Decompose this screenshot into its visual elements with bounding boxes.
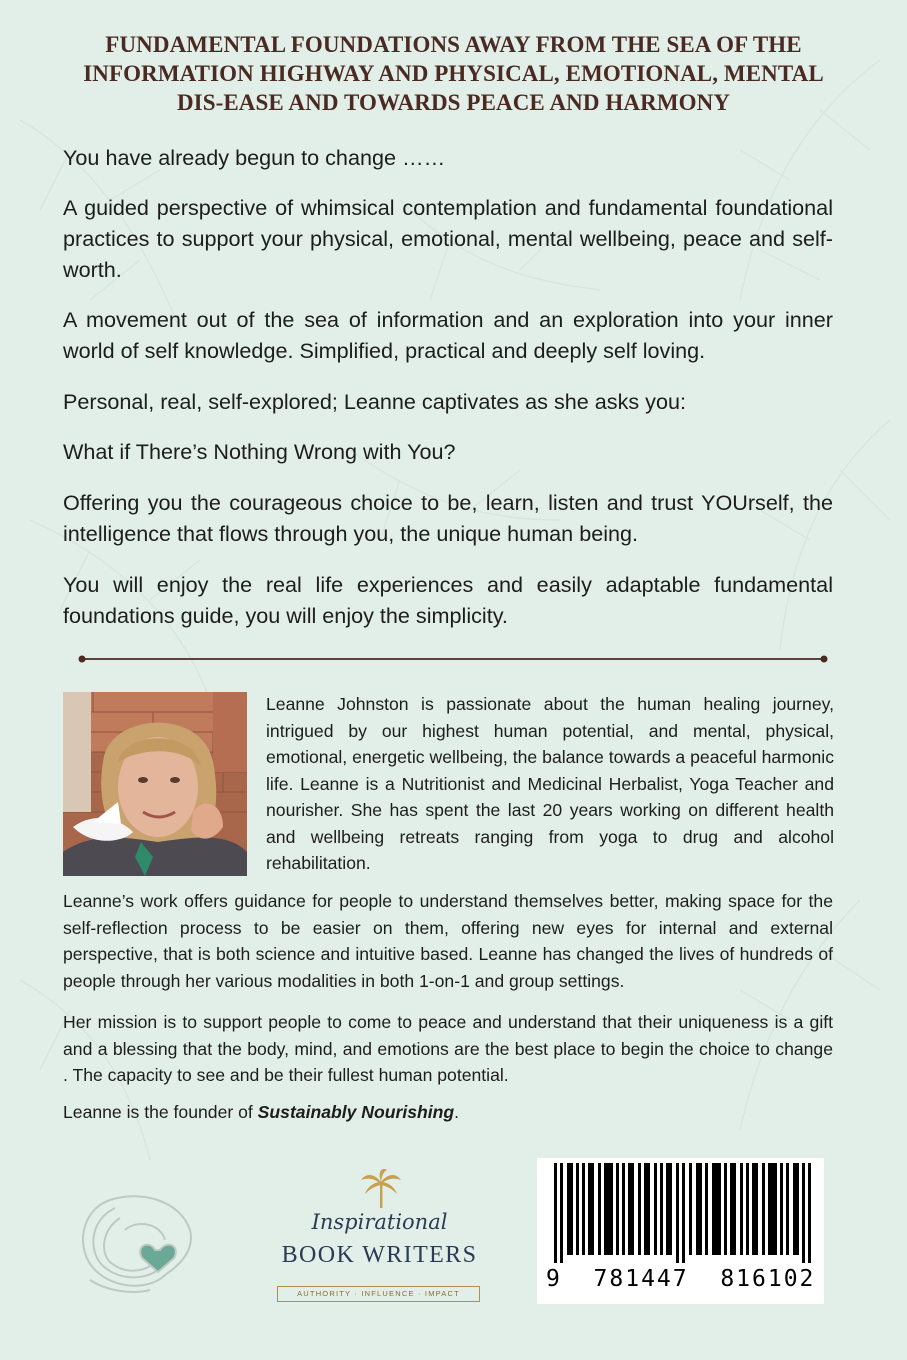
publisher-logo xyxy=(262,1168,497,1308)
founder-prefix: Leanne is the founder of xyxy=(63,1102,258,1122)
publisher-tagline: AUTHORITY · INFLUENCE · IMPACT xyxy=(277,1286,480,1302)
heading-line: DIS-EASE AND TOWARDS PEACE AND HARMONY xyxy=(176,90,731,115)
author-bio: Leanne Johnston is passionate about the human healing journey, intrigued by our highest human potential, and mental, physical, emotional, energetic wellbeing, the balance towards a peaceful harmonic life. Leanne is a Nutritionist and Medicinal Herbalist, Yoga Teacher and nourisher. She has spent the last 20 years working on different health and wellbeing retreats ranging from yoga to drug and alcohol rehabilitation. xyxy=(266,694,834,873)
barcode-bars xyxy=(546,1163,816,1263)
publisher-name: BOOK WRITERS xyxy=(281,1242,478,1268)
author-photo xyxy=(63,692,247,876)
intro-paragraph: You have already begun to change …… xyxy=(63,145,446,170)
description-paragraph: Personal, real, self-explored; Leanne captivates as she asks you: xyxy=(63,389,686,414)
heading-line: FUNDAMENTAL FOUNDATIONS AWAY FROM THE SEA OF THE xyxy=(105,32,802,57)
heading-line: INFORMATION HIGHWAY AND PHYSICAL, EMOTIONAL, MENTAL xyxy=(83,61,824,86)
description-paragraph: A movement out of the sea of information and an exploration into your inner world of self knowledge. Simplified, practical and deeply self loving. xyxy=(63,307,833,363)
section-divider xyxy=(78,653,828,665)
brand-name: Sustainably Nourishing xyxy=(257,1102,455,1122)
palm-tree-icon xyxy=(359,1168,403,1210)
description-paragraph: A guided perspective of whimsical contemplation and fundamental foundational practices to support your physical, emotional, mental wellbeing, peace and self-worth. xyxy=(63,195,833,282)
cover-heading xyxy=(50,30,857,117)
question-paragraph: What if There’s Nothing Wrong with You? xyxy=(63,439,456,464)
publisher-script-name: Inspirational xyxy=(311,1210,448,1234)
isbn-barcode xyxy=(537,1158,824,1304)
founder-suffix: . xyxy=(454,1102,460,1122)
isbn-number: 9 781447 816102 xyxy=(546,1266,816,1292)
author-mission: Her mission is to support people to come to peace and understand that their uniqueness is a gift and a blessing that the body, mind, and emotions are the best place to begin the choice to change . The capacity to see and be their fullest human potential. xyxy=(63,1012,833,1085)
description-paragraph: You will enjoy the real life experiences and easily adaptable fundamental foundations guide, you will enjoy the simplicity. xyxy=(63,572,833,628)
swirl-heart-logo xyxy=(70,1190,205,1300)
author-work: Leanne’s work offers guidance for people to understand themselves better, making space for the self-reflection process to be easier on them, offering new eyes for internal and external perspective, that is both science and intuitive based. Leanne has changed the lives of hundreds of people through her various modalities in both 1-on-1 and group settings. xyxy=(63,891,833,991)
founder-line xyxy=(63,1099,459,1125)
description-paragraph: Offering you the courageous choice to be, learn, listen and trust YOUrself, the intelligence that flows through you, the unique human being. xyxy=(63,490,833,546)
